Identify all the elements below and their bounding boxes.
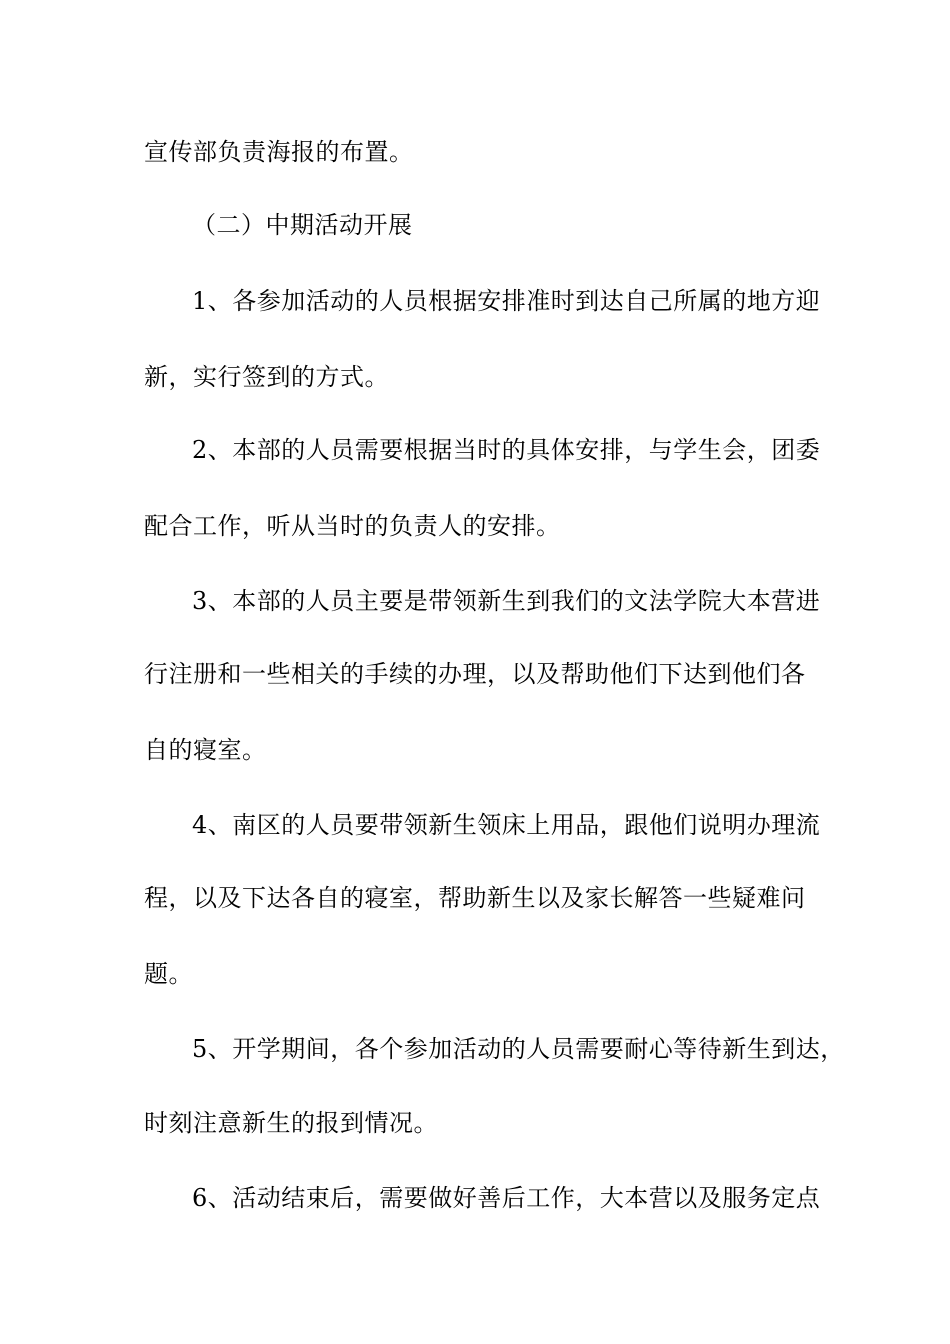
text-line: 1、各参加活动的人员根据安排准时到达自己所属的地方迎 <box>192 287 821 315</box>
text-line: 自的寝室。 <box>144 736 267 764</box>
text-line: 程，以及下达各自的寝室，帮助新生以及家长解答一些疑难问 <box>144 884 806 912</box>
text-line: 配合工作，听从当时的负责人的安排。 <box>144 512 561 540</box>
text-line: 6、活动结束后，需要做好善后工作，大本营以及服务定点 <box>192 1184 821 1212</box>
text-line: 行注册和一些相关的手续的办理，以及帮助他们下达到他们各 <box>144 660 806 688</box>
text-line: 时刻注意新生的报到情况。 <box>144 1109 438 1137</box>
text-line: 宣传部负责海报的布置。 <box>144 138 414 166</box>
text-line: 题。 <box>144 960 193 988</box>
section-heading: （二）中期活动开展 <box>192 211 413 239</box>
text-line: 5、开学期间，各个参加活动的人员需要耐心等待新生到达， <box>192 1035 845 1063</box>
text-line: 4、南区的人员要带领新生领床上用品，跟他们说明办理流 <box>192 811 821 839</box>
text-line: 2、本部的人员需要根据当时的具体安排，与学生会，团委 <box>192 436 821 464</box>
text-line: 3、本部的人员主要是带领新生到我们的文法学院大本营进 <box>192 587 821 615</box>
text-line: 新，实行签到的方式。 <box>144 363 389 391</box>
